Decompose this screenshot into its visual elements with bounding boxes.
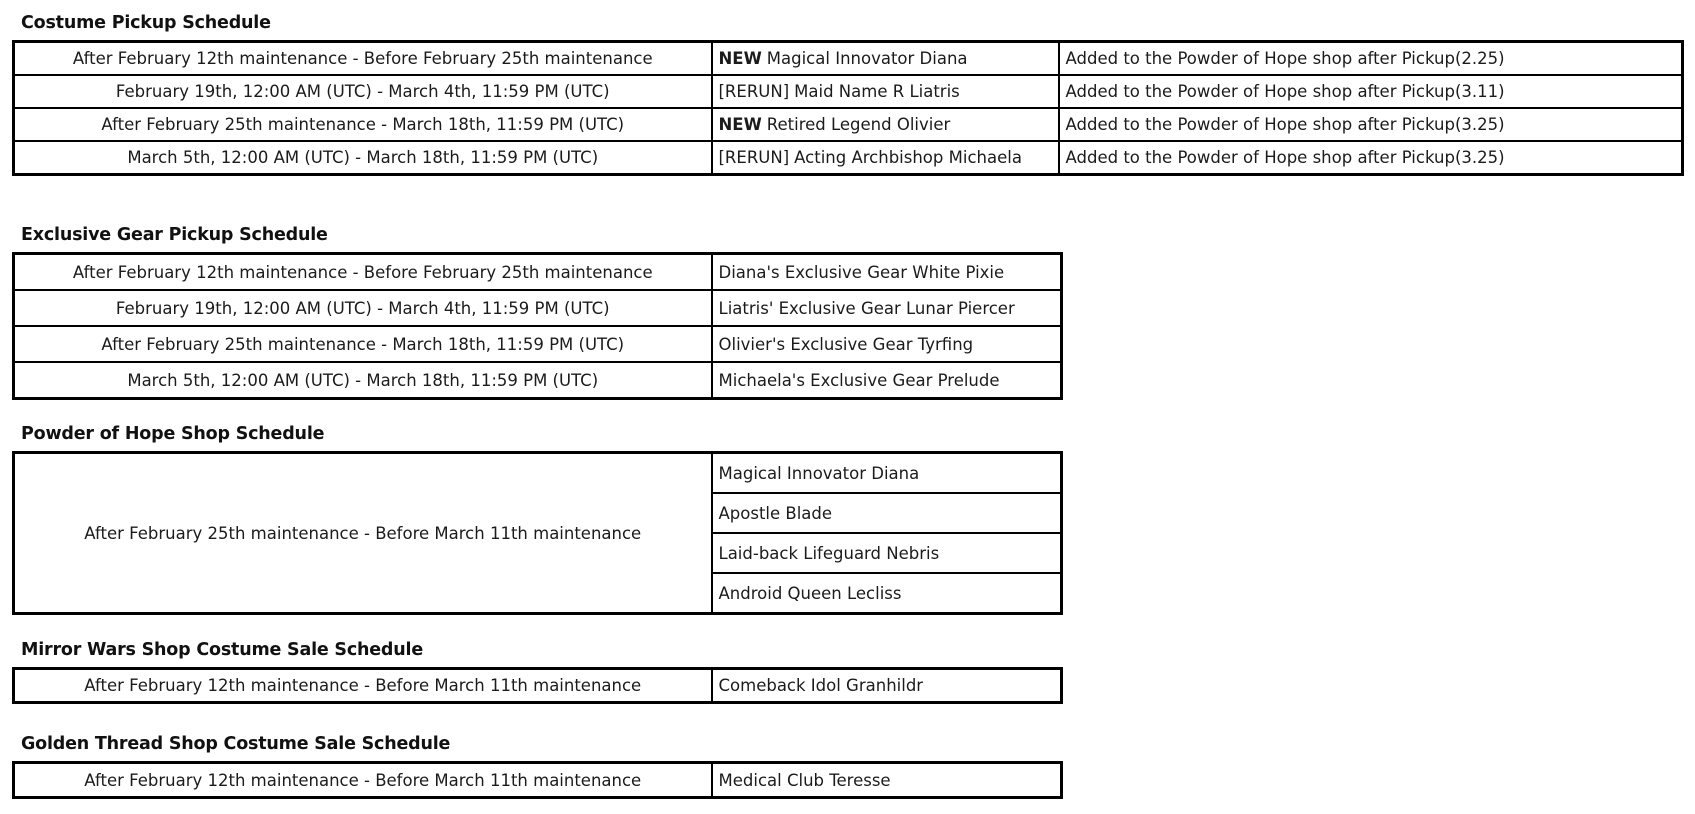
item-name: Maid Name R Liatris [794, 82, 960, 101]
mirror-wars-shop-sale-section [12, 640, 1063, 704]
rerun-tag: [RERUN] [718, 82, 790, 101]
table-row [14, 669, 1062, 703]
item-cell [712, 42, 1059, 76]
item-cell [712, 75, 1059, 108]
item-name: Retired Legend Olivier [766, 115, 951, 134]
table-row [14, 254, 1062, 291]
period-cell: March 5th, 12:00 AM (UTC) - March 18th, 11:59 PM (UTC) [14, 141, 712, 175]
table-row [14, 290, 1062, 326]
section-title: Mirror Wars Shop Costume Sale Schedule [21, 640, 423, 660]
note-cell: Added to the Powder of Hope shop after Pickup(3.25) [1059, 141, 1683, 175]
period-cell: March 5th, 12:00 AM (UTC) - March 18th, 11:59 PM (UTC) [14, 362, 712, 399]
item-name: Magical Innovator Diana [766, 49, 968, 68]
exclusive-gear-table [12, 252, 1063, 400]
period-cell: After February 12th maintenance - Before February 25th maintenance [14, 42, 712, 76]
table-row [14, 362, 1062, 399]
section-title: Golden Thread Shop Costume Sale Schedule [21, 734, 451, 754]
item-cell: Laid-back Lifeguard Nebris [712, 533, 1062, 573]
item-cell: Michaela's Exclusive Gear Prelude [712, 362, 1062, 399]
period-cell: After February 12th maintenance - Before March 11th maintenance [14, 669, 712, 703]
exclusive-gear-pickup-schedule-section [12, 225, 1063, 400]
rerun-tag: [RERUN] [718, 148, 790, 167]
item-cell: Comeback Idol Granhildr [712, 669, 1062, 703]
period-cell: After February 12th maintenance - Before February 25th maintenance [14, 254, 712, 291]
table-row [14, 108, 1683, 141]
period-cell: February 19th, 12:00 AM (UTC) - March 4th, 11:59 PM (UTC) [14, 75, 712, 108]
item-cell [712, 141, 1059, 175]
item-cell: Magical Innovator Diana [712, 453, 1062, 494]
new-badge: NEW [718, 49, 762, 68]
section-title: Powder of Hope Shop Schedule [21, 424, 325, 444]
period-cell: After February 12th maintenance - Before March 11th maintenance [14, 763, 712, 798]
costume-pickup-schedule-section [12, 13, 1684, 176]
table-row [14, 42, 1683, 76]
mirror-wars-table [12, 667, 1063, 704]
table-row [14, 75, 1683, 108]
table-row [14, 763, 1062, 798]
powder-of-hope-table [12, 451, 1063, 615]
table-row [14, 453, 1062, 494]
item-cell: Diana's Exclusive Gear White Pixie [712, 254, 1062, 291]
powder-of-hope-shop-schedule-section [12, 424, 1063, 615]
golden-thread-table [12, 761, 1063, 799]
item-cell: Medical Club Teresse [712, 763, 1062, 798]
table-row [14, 326, 1062, 362]
new-badge: NEW [718, 115, 762, 134]
item-name: Acting Archbishop Michaela [794, 148, 1022, 167]
period-cell: After February 25th maintenance - Before March 11th maintenance [14, 453, 712, 614]
item-cell: Android Queen Lecliss [712, 573, 1062, 614]
section-title: Costume Pickup Schedule [21, 13, 271, 33]
item-cell: Olivier's Exclusive Gear Tyrfing [712, 326, 1062, 362]
period-cell: After February 25th maintenance - March 18th, 11:59 PM (UTC) [14, 108, 712, 141]
golden-thread-shop-sale-section [12, 734, 1063, 799]
section-title: Exclusive Gear Pickup Schedule [21, 225, 328, 245]
period-cell: After February 25th maintenance - March 18th, 11:59 PM (UTC) [14, 326, 712, 362]
note-cell: Added to the Powder of Hope shop after Pickup(3.11) [1059, 75, 1683, 108]
note-cell: Added to the Powder of Hope shop after Pickup(3.25) [1059, 108, 1683, 141]
item-cell: Liatris' Exclusive Gear Lunar Piercer [712, 290, 1062, 326]
item-cell: Apostle Blade [712, 493, 1062, 533]
costume-pickup-table [12, 40, 1684, 176]
note-cell: Added to the Powder of Hope shop after Pickup(2.25) [1059, 42, 1683, 76]
table-row [14, 141, 1683, 175]
period-cell: February 19th, 12:00 AM (UTC) - March 4th, 11:59 PM (UTC) [14, 290, 712, 326]
item-cell [712, 108, 1059, 141]
